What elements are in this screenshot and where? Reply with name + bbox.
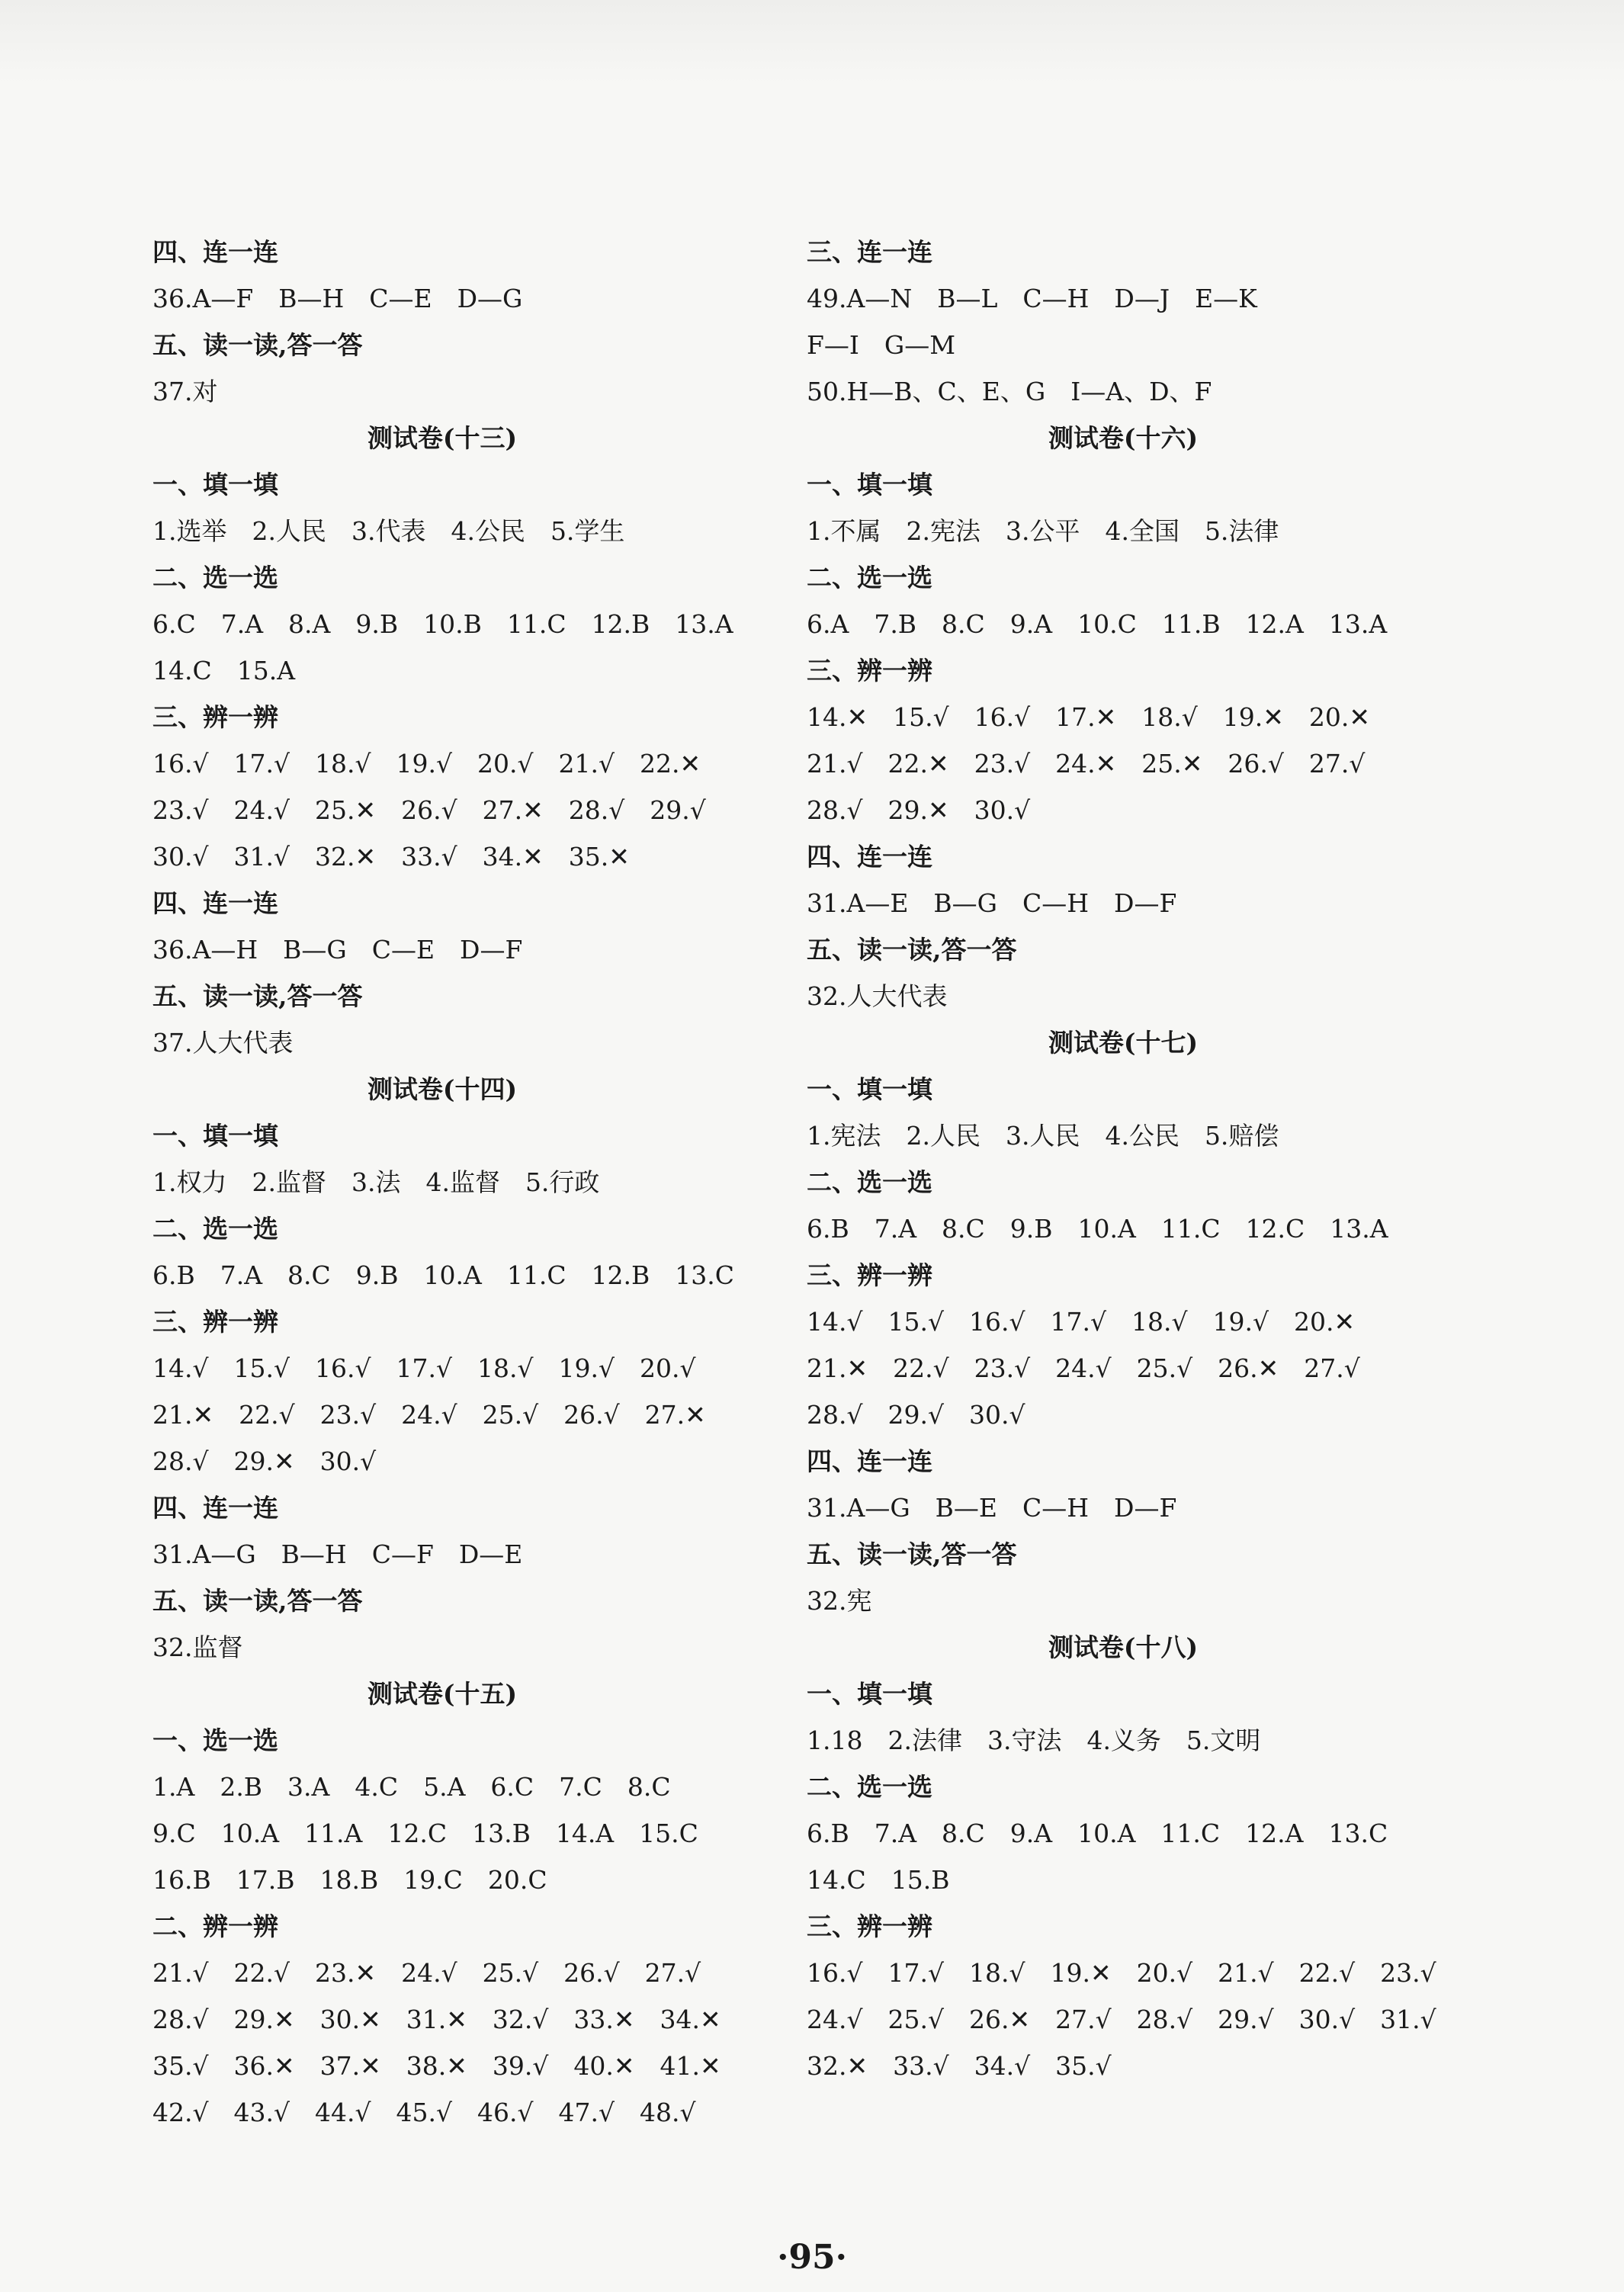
answer-line: 6.B 7.A 8.C 9.A 10.A 11.C 12.A 13.C [807, 1819, 1388, 1848]
answer-line: 28.√ 29.✕ 30.√ [807, 795, 1031, 825]
answer-line: 14.√ 15.√ 16.√ 17.√ 18.√ 19.√ 20.✕ [807, 1307, 1356, 1337]
section-heading: 二、选一选 [807, 563, 932, 592]
answer-line: 16.B 17.B 18.B 19.C 20.C [152, 1865, 547, 1895]
answer-line: 16.√ 17.√ 18.√ 19.√ 20.√ 21.√ 22.✕ [152, 749, 701, 778]
section-heading: 二、选一选 [152, 1214, 278, 1244]
answer-line: 24.√ 25.√ 26.✕ 27.√ 28.√ 29.√ 30.√ 31.√ [807, 2005, 1436, 2034]
answer-line: 35.√ 36.✕ 37.✕ 38.✕ 39.√ 40.✕ 41.✕ [152, 2051, 721, 2081]
section-heading: 三、辨一辨 [807, 656, 932, 685]
answer-line: 30.√ 31.√ 32.✕ 33.√ 34.✕ 35.✕ [152, 842, 630, 872]
section-heading: 五、读一读,答一答 [807, 935, 1017, 965]
section-heading: 三、辨一辨 [807, 1260, 932, 1290]
answer-line: 6.B 7.A 8.C 9.B 10.A 11.C 12.B 13.C [152, 1260, 735, 1290]
answer-line: 31.A—E B—G C—H D—F [807, 888, 1177, 918]
section-heading: 三、连一连 [807, 237, 932, 267]
section-heading: 五、读一读,答一答 [152, 330, 363, 360]
answer-line: 42.√ 43.√ 44.√ 45.√ 46.√ 47.√ 48.√ [152, 2098, 696, 2127]
answer-line: 36.A—H B—G C—E D—F [152, 935, 523, 965]
section-heading: 三、辨一辨 [152, 1307, 278, 1337]
answer-line: 21.✕ 22.√ 23.√ 24.√ 25.√ 26.✕ 27.√ [807, 1353, 1360, 1383]
answer-line: 50.H—B、C、E、G I—A、D、F [807, 377, 1212, 406]
answer-line: 6.A 7.B 8.C 9.A 10.C 11.B 12.A 13.A [807, 609, 1388, 639]
answer-line: 49.A—N B—L C—H D—J E—K [807, 284, 1257, 313]
test-paper-title: 测试卷(十八) [1048, 1632, 1199, 1662]
answer-line: 36.A—F B—H C—E D—G [152, 284, 523, 313]
answer-line: 37.人大代表 [152, 1028, 294, 1058]
answer-line: 16.√ 17.√ 18.√ 19.✕ 20.√ 21.√ 22.√ 23.√ [807, 1958, 1436, 1988]
answer-line: 32.人大代表 [807, 981, 948, 1011]
test-paper-title: 测试卷(十四) [367, 1074, 518, 1104]
scan-top-band [0, 0, 1624, 84]
section-heading: 五、读一读,答一答 [152, 981, 363, 1011]
section-heading: 五、读一读,答一答 [152, 1586, 363, 1616]
section-heading: 四、连一连 [152, 888, 278, 918]
section-heading: 二、选一选 [807, 1167, 932, 1197]
section-heading: 一、填一填 [152, 470, 278, 499]
answer-line: 14.√ 15.√ 16.√ 17.√ 18.√ 19.√ 20.√ [152, 1353, 696, 1383]
section-heading: 二、选一选 [807, 1772, 932, 1802]
page-number: ·95· [777, 2238, 847, 2277]
answer-line: 32.宪 [807, 1586, 872, 1616]
section-heading: 三、辨一辨 [807, 1912, 932, 1941]
answer-line: 14.C 15.B [807, 1865, 950, 1895]
answer-line: F—I G—M [807, 330, 956, 360]
answer-line: 6.B 7.A 8.C 9.B 10.A 11.C 12.C 13.A [807, 1214, 1388, 1244]
answer-line: 14.✕ 15.√ 16.√ 17.✕ 18.√ 19.✕ 20.✕ [807, 702, 1371, 732]
answer-line: 23.√ 24.√ 25.✕ 26.√ 27.✕ 28.√ 29.√ [152, 795, 706, 825]
answer-line: 1.权力 2.监督 3.法 4.监督 5.行政 [152, 1167, 600, 1197]
section-heading: 三、辨一辨 [152, 702, 278, 732]
section-heading: 四、连一连 [807, 1446, 932, 1476]
answer-line: 28.√ 29.√ 30.√ [807, 1400, 1025, 1430]
section-heading: 二、选一选 [152, 563, 278, 592]
test-paper-title: 测试卷(十三) [367, 423, 518, 453]
answer-line: 1.选举 2.人民 3.代表 4.公民 5.学生 [152, 516, 625, 546]
section-heading: 四、连一连 [807, 842, 932, 872]
section-heading: 一、选一选 [152, 1725, 278, 1755]
answer-line: 1.18 2.法律 3.守法 4.义务 5.文明 [807, 1725, 1261, 1755]
section-heading: 四、连一连 [152, 1493, 278, 1523]
section-heading: 一、填一填 [807, 1679, 932, 1709]
answer-line: 28.√ 29.✕ 30.√ [152, 1446, 377, 1476]
answer-line: 1.不属 2.宪法 3.公平 4.全国 5.法律 [807, 516, 1279, 546]
answer-line: 31.A—G B—E C—H D—F [807, 1493, 1177, 1523]
answer-line: 1.宪法 2.人民 3.人民 4.公民 5.赔偿 [807, 1121, 1279, 1151]
section-heading: 一、填一填 [152, 1121, 278, 1151]
right-column [807, 229, 1439, 2089]
answer-line: 32.✕ 33.√ 34.√ 35.√ [807, 2051, 1112, 2081]
answer-line: 32.监督 [152, 1632, 243, 1662]
answer-line: 9.C 10.A 11.A 12.C 13.B 14.A 15.C [152, 1819, 698, 1848]
section-heading: 二、辨一辨 [152, 1912, 278, 1941]
answer-line: 6.C 7.A 8.A 9.B 10.B 11.C 12.B 13.A [152, 609, 733, 639]
answer-line: 21.✕ 22.√ 23.√ 24.√ 25.√ 26.√ 27.✕ [152, 1400, 706, 1430]
section-heading: 四、连一连 [152, 237, 278, 267]
section-heading: 五、读一读,答一答 [807, 1539, 1017, 1569]
test-paper-title: 测试卷(十七) [1048, 1028, 1199, 1058]
test-paper-title: 测试卷(十五) [367, 1679, 518, 1709]
section-heading: 一、填一填 [807, 1074, 932, 1104]
test-paper-title: 测试卷(十六) [1048, 423, 1199, 453]
answer-line: 14.C 15.A [152, 656, 296, 685]
answer-line: 31.A—G B—H C—F D—E [152, 1539, 523, 1569]
answer-line: 21.√ 22.✕ 23.√ 24.✕ 25.✕ 26.√ 27.√ [807, 749, 1366, 778]
answer-line: 1.A 2.B 3.A 4.C 5.A 6.C 7.C 8.C [152, 1772, 671, 1802]
section-heading: 一、填一填 [807, 470, 932, 499]
answer-line: 28.√ 29.✕ 30.✕ 31.✕ 32.√ 33.✕ 34.✕ [152, 2005, 721, 2034]
left-column [152, 229, 735, 2136]
answer-line: 21.√ 22.√ 23.✕ 24.√ 25.√ 26.√ 27.√ [152, 1958, 701, 1988]
answer-line: 37.对 [152, 377, 218, 406]
